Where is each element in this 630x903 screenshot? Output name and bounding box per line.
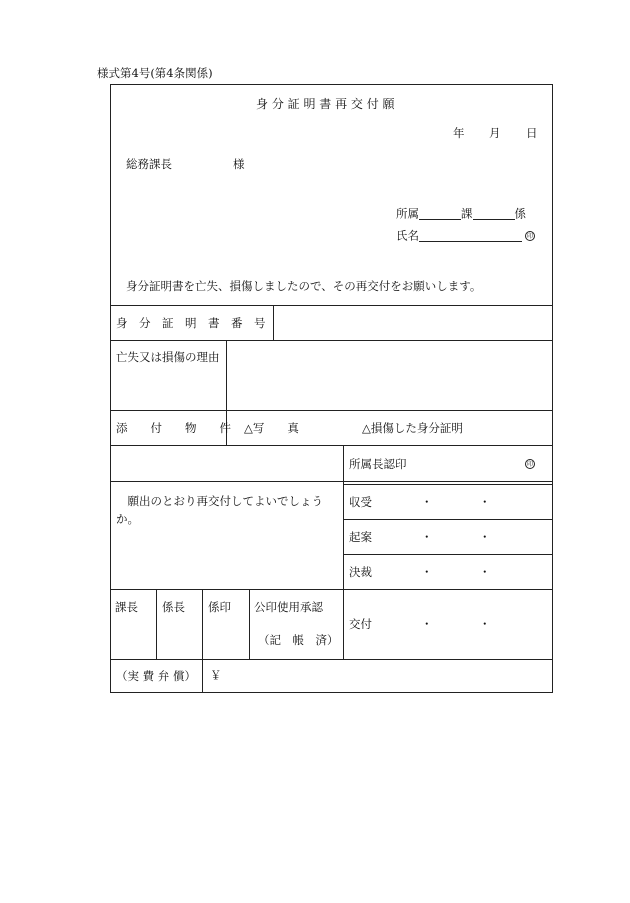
addressee-honorific: 様 <box>233 157 245 171</box>
approval-question-line1: 願出のとおり再交付してよいでしょう <box>116 494 323 508</box>
stamp-unit-chief-label: 係長 <box>162 600 185 614</box>
attachment-damaged-id[interactable]: △損傷した身分証明 <box>362 421 463 435</box>
rule <box>156 589 157 659</box>
rule <box>343 484 553 485</box>
name-label: 氏名 <box>396 228 419 243</box>
date-day: 日 <box>526 126 538 140</box>
attachments-label: 添 付 物 件 <box>116 421 231 435</box>
step-approved-label: 決裁 <box>349 565 372 579</box>
stamp-unit-seal-label: 係印 <box>208 600 231 614</box>
reason-label: 亡失又は損傷の理由 <box>116 350 220 364</box>
id-number-label: 身 分 証 明 書 番 号 <box>116 316 266 330</box>
step-received-label: 収受 <box>349 495 372 509</box>
id-number-field[interactable] <box>274 306 552 340</box>
rule <box>110 445 553 446</box>
date-year: 年 <box>453 126 465 140</box>
fee-currency-icon: ￥ <box>210 668 222 682</box>
attachment-photo[interactable]: △写 真 <box>244 421 299 435</box>
rule <box>110 589 553 590</box>
rule <box>343 554 553 555</box>
step-approved-dot: ・ <box>479 565 491 579</box>
name-blank[interactable] <box>419 230 522 242</box>
supervisor-seal-icon: 印 <box>526 461 533 468</box>
step-drafted-label: 起案 <box>349 530 372 544</box>
rule <box>343 445 344 659</box>
step-received-dot: ・ <box>421 495 433 509</box>
approval-question-line2: か。 <box>116 512 139 526</box>
affiliation-blank[interactable] <box>419 208 461 220</box>
rule <box>110 410 553 411</box>
step-received-dot: ・ <box>479 495 491 509</box>
affiliation-row <box>396 208 526 220</box>
form-number: 様式第4号(第4条関係) <box>97 66 213 80</box>
official-seal-approval-label: 公印使用承認 <box>254 600 323 614</box>
stamp-section-chief-label: 課長 <box>115 600 138 614</box>
affiliation-label: 所属 <box>396 206 419 221</box>
fee-amount-field[interactable] <box>222 660 552 692</box>
name-row <box>396 230 522 242</box>
step-drafted-dot: ・ <box>479 530 491 544</box>
rule <box>249 589 250 659</box>
date-month: 月 <box>489 126 501 140</box>
supervisor-seal-label: 所属長認印 <box>349 457 407 471</box>
unit-label: 係 <box>514 206 526 221</box>
rule <box>202 589 203 693</box>
applicant-seal-icon: 印 <box>526 233 533 240</box>
registered-label: （記 帳 済） <box>258 633 339 647</box>
step-drafted-dot: ・ <box>421 530 433 544</box>
section-blank[interactable] <box>473 208 515 220</box>
reason-field[interactable] <box>227 341 552 410</box>
step-issued-label: 交付 <box>349 617 372 631</box>
section-label: 課 <box>461 206 473 221</box>
step-approved-dot: ・ <box>421 565 433 579</box>
step-issued-dot: ・ <box>479 617 491 631</box>
addressee-title: 総務課長 <box>126 157 172 171</box>
step-issued-dot: ・ <box>421 617 433 631</box>
fee-label: （実 費 弁 償） <box>116 669 196 683</box>
request-text: 身分証明書を亡失、損傷しましたので、その再交付をお願いします。 <box>126 279 482 293</box>
form-title: 身 分 証 明 書 再 交 付 願 <box>256 97 395 111</box>
rule <box>343 519 553 520</box>
rule <box>110 481 553 482</box>
